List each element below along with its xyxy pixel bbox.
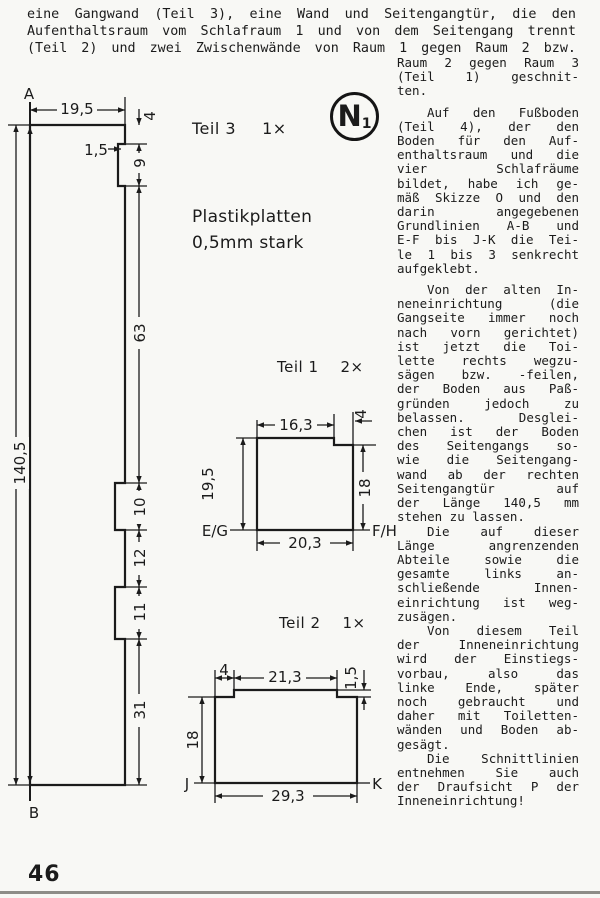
dim-tab-height: 1,5 [342, 666, 360, 690]
text-line: der Boden aus Paß- [397, 381, 579, 397]
text-line: ist jetzt die Toi- [397, 338, 579, 354]
text-line: Die Schnittlinien [427, 750, 579, 766]
dim-bottom: 29,3 [271, 787, 305, 805]
badge-letter: N [337, 99, 362, 133]
material-note [192, 204, 312, 256]
dim-31: 31 [131, 700, 149, 720]
dim-total: 140,5 [11, 441, 29, 485]
text-line: einrichtung ist weg- [397, 594, 579, 610]
text-line: wie die Seitengang- [397, 452, 579, 468]
text-line: lette rechts wegzu- [397, 353, 579, 369]
label-teil3 [192, 119, 287, 138]
dim-right: 18 [356, 478, 374, 498]
paragraph [397, 106, 579, 276]
text-line: chen ist der Boden [397, 424, 579, 440]
dim-tab-width: 21,3 [268, 668, 302, 686]
dim-12: 12 [131, 548, 149, 568]
text-line: Inneneinrichtung! [397, 793, 525, 809]
text-line: daher mit Toiletten- [397, 708, 579, 724]
text-line: der Draufsicht P der [397, 779, 579, 795]
dim-11: 11 [131, 602, 149, 622]
corner-eg-label: E/G [201, 522, 228, 540]
text-line: schließende Innen- [397, 580, 579, 596]
text-line: stehen zu lassen. [397, 509, 525, 525]
dim-width: 19,5 [60, 100, 94, 118]
text-line: gründen jedoch zu [397, 395, 579, 411]
text-line: wänden und Boden ab- [397, 722, 579, 738]
dim-top4: 4 [141, 111, 159, 121]
text-line: der Inneneinrichtung [397, 637, 579, 653]
text-line: des Seitengangs so- [397, 438, 579, 454]
teil1-drawing [180, 400, 400, 560]
paragraph [27, 6, 576, 58]
text-line: aufgeklebt. [397, 260, 480, 276]
text-line: (Teil 2) und zwei Zwischenwände von Raum 1 gegen Raum 2 bzw. [27, 41, 576, 57]
text-line: entnehmen Sie auch [397, 764, 579, 780]
paragraph [397, 525, 579, 624]
dim-left: 19,5 [199, 467, 217, 501]
text-line: eine Gangwand (Teil 3), eine Wand und Seitengangtür, die den [27, 7, 576, 22]
dim-63: 63 [131, 323, 149, 343]
text-line: sägen bzw. -feilen, [397, 367, 579, 383]
paragraph [397, 624, 579, 752]
text-line: Länge angrenzenden [397, 537, 579, 553]
paragraph [397, 56, 579, 99]
text-line: der Länge 140,5 mm [397, 495, 579, 511]
text-line: Gangseite immer noch [397, 310, 579, 326]
text-line: Von diesem Teil [427, 622, 579, 638]
paragraph [397, 283, 579, 524]
right-column [397, 56, 579, 809]
point-b-label: B [28, 804, 40, 822]
material-line2: 0,5mm stark [192, 233, 304, 253]
text-line: Die auf dieser [427, 523, 579, 539]
text-line: gesägt. [397, 736, 450, 752]
text-line: linke Ende, später [397, 679, 579, 695]
text-line: wird der Einstiegs- [397, 651, 579, 667]
dim-offset: 4 [219, 661, 229, 679]
text-line: neneinrichtung (die [397, 296, 579, 312]
part-quantity: 1× [342, 614, 366, 632]
text-line: Grundlinien A-B und [397, 218, 579, 234]
dim-step: 4 [352, 409, 370, 419]
dim-notch-depth: 1,5 [84, 141, 108, 159]
badge-n1 [330, 92, 379, 141]
text-line: Aufenthaltsraum vom Schlafraum 1 und von dem Seitengang trennt [27, 24, 576, 40]
part-quantity: 1× [262, 119, 287, 138]
text-line: Auf den Fußboden [427, 104, 579, 120]
label-teil2 [279, 614, 366, 632]
text-line: le 1 bis 3 senkrecht [397, 246, 579, 262]
text-line: zusägen. [397, 608, 458, 624]
teil3-outline [30, 125, 125, 785]
part-name: Teil 1 [277, 358, 319, 376]
dim-top: 16,3 [279, 416, 313, 434]
part-name: Teil 3 [192, 119, 237, 138]
teil1-outline [257, 438, 353, 530]
teil3-drawing [0, 85, 170, 830]
text-line: mäß Skizze O und den [397, 189, 579, 205]
part-quantity: 2× [340, 358, 364, 376]
text-line: Seitengangtür auf [397, 480, 579, 496]
dim-notch-len: 9 [131, 158, 149, 168]
dim-bottom: 20,3 [288, 534, 322, 552]
text-line: darin angegebenen [397, 204, 579, 220]
material-line1: Plastikplatten [192, 207, 313, 227]
page-edge-shadow [0, 891, 600, 894]
text-line: bildet, habe ich ge- [397, 175, 579, 191]
text-line: noch gebraucht und [397, 693, 579, 709]
paragraph [397, 752, 579, 809]
teil2-outline [215, 690, 357, 783]
corner-fh-label: F/H [372, 522, 397, 540]
dim-10: 10 [131, 497, 149, 517]
text-line: gesamte links an- [397, 566, 579, 582]
text-line: Boden für den Auf- [397, 133, 579, 149]
point-j-label: J [184, 775, 190, 793]
part-name: Teil 2 [279, 614, 321, 632]
text-line: E-F bis J-K die Tei- [397, 232, 579, 248]
intro-paragraph [27, 6, 576, 58]
text-line: vier Schlafräume [397, 161, 579, 177]
text-line: ten. [397, 83, 428, 99]
text-line: Raum 2 gegen Raum 3 [397, 55, 579, 70]
label-teil1 [277, 358, 364, 376]
badge-subscript: 1 [361, 116, 372, 132]
text-line: Abteile sowie die [397, 551, 579, 567]
teil2-drawing [180, 650, 400, 820]
text-line: belassen. Desglei- [397, 409, 579, 425]
text-line: vorbau, also das [397, 665, 579, 681]
text-line: (Teil 1) geschnit- [397, 69, 579, 85]
text-line: enthaltsraum und die [397, 147, 579, 163]
dim-left: 18 [184, 730, 202, 750]
text-line: (Teil 4), der den [397, 118, 579, 134]
point-a-label: A [23, 85, 35, 103]
text-line: wand ab der rechten [397, 466, 579, 482]
page-number: 46 [28, 862, 61, 887]
point-k-label: K [372, 775, 382, 793]
text-line: nach vorn gerichtet) [397, 324, 579, 340]
text-line: Von der alten In- [427, 282, 579, 298]
